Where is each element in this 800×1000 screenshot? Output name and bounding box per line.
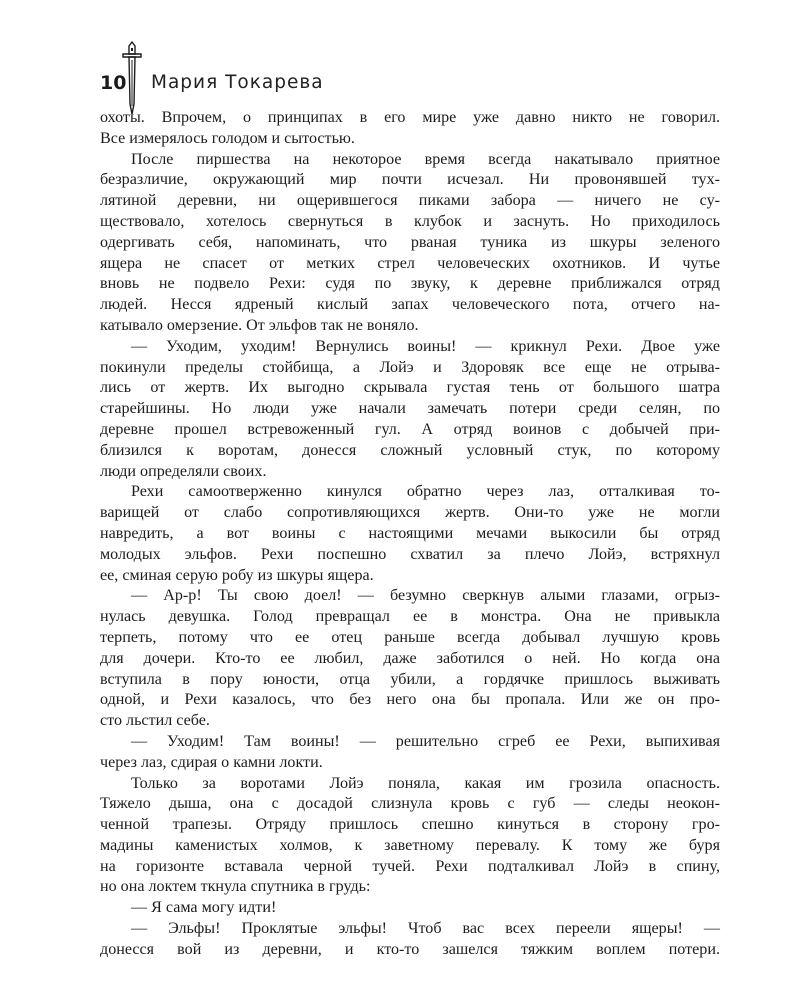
text-line: Тяжело дыша, она с досадой слизнула кровь с губ — следы неокон- <box>100 795 720 813</box>
text-line: одергивать себя, напоминать, что рваная туника из шкуры зеленого <box>100 233 720 251</box>
text-line: близился к воротам, донесся сложный условный стук, по которому <box>100 441 720 459</box>
text-line: охоты. Впрочем, о принципах в его мире уже давно никто не говорил. <box>100 109 720 126</box>
text-line: мадины каменистых холмов, к заветному перевалу. К тому же буря <box>100 836 720 854</box>
text-line: покинули пределы стойбища, а Лойэ и Здоровяк все еще не отрыва- <box>100 358 720 376</box>
text-line: катывало омерзение. От эльфов так не воняло. <box>100 316 419 334</box>
text-line: одной, и Рехи казалось, что без него она бы пропала. Или же он про- <box>100 691 720 709</box>
text-line: ществовало, хотелось свернуться в клубок и заснуть. Но приходилось <box>100 212 720 230</box>
text-line: ее, сминая серую робу из шкуры ящера. <box>100 566 374 584</box>
text-line: безразличие, окружающий мир почти исчезал. Ни провонявшей тух- <box>100 171 720 189</box>
text-line: нулась девушка. Голод превращал ее в монстра. Она не привыкла <box>100 608 720 626</box>
page-header <box>100 40 720 110</box>
text-line: люди определяли своих. <box>100 462 267 480</box>
text-line: — Уходим, уходим! Вернулись воины! — крикнул Рехи. Двое уже <box>131 337 720 355</box>
text-line: ящера не спасет от метких стрел человеческих охотников. И чутье <box>100 254 720 272</box>
text-line: для дочери. Кто-то ее любил, даже заботился о ней. Но когда она <box>100 649 720 667</box>
body-text <box>100 108 720 961</box>
text-line: лятиной деревни, ни ощерившегося пиками забора — ничего не су- <box>100 192 720 210</box>
text-line: через лаз, сдирая о камни локти. <box>100 753 323 771</box>
dagger-icon <box>120 40 144 116</box>
text-line: сто льстил себе. <box>100 712 210 730</box>
text-line: на горизонте вставала черной тучей. Рехи подталкивал Лойэ в спину, <box>100 857 720 875</box>
page-number: 10 <box>100 72 127 94</box>
text-line: людей. Несся ядреный кислый запах человеческого пота, отчего на- <box>100 296 720 314</box>
text-line: донесся вой из деревни, и кто-то зашелся тяжким воплем потери. <box>100 940 720 958</box>
text-line: молодых эльфов. Рехи поспешно схватил за плечо Лойэ, встряхнул <box>100 545 720 563</box>
text-line: — Уходим! Там воины! — решительно сгреб ее Рехи, выпихивая <box>131 732 720 750</box>
text-line: лись от жертв. Их выгодно скрывала густая тень от большого шатра <box>100 379 720 397</box>
text-line: ченной трапезы. Отряду пришлось спешно кинуться в сторону гро- <box>100 816 720 834</box>
text-line: вступила в пору юности, отца убили, а гордячке пришлось выживать <box>100 670 720 688</box>
text-line: вновь не подвело Рехи: судя по звуку, к деревне приближался отряд <box>100 275 720 293</box>
text-line: но она локтем ткнула спутника в грудь: <box>100 878 371 896</box>
text-line: — Я сама могу идти! <box>131 899 277 917</box>
text-line: Все измерялось голодом и сытостью. <box>100 129 355 147</box>
text-line: терпеть, потому что ее отец раньше всегда добывал лучшую кровь <box>100 628 720 646</box>
text-line: — Эльфы! Проклятые эльфы! Чтоб вас всех переели ящеры! — <box>131 920 720 938</box>
text-line: Рехи самоотверженно кинулся обратно через лаз, отталкивая то- <box>131 483 720 501</box>
text-line: Только за воротами Лойэ поняла, какая им грозила опасность. <box>131 774 720 792</box>
text-line: старейшины. Но люди уже начали замечать потери среди селян, по <box>100 400 720 418</box>
text-line: деревне прошел встревоженный гул. А отряд воинов с добычей при- <box>100 420 720 438</box>
text-line: навредить, а вот воины с настоящими мечами выкосили бы отряд <box>100 524 720 542</box>
text-line: — Ар-р! Ты свою доел! — безумно сверкнув алыми глазами, огрыз- <box>131 587 720 605</box>
text-line: После пиршества на некоторое время всегда накатывало приятное <box>131 150 720 168</box>
author-name: Мария Токарева <box>151 72 324 93</box>
text-line: варищей от слабо сопротивляющихся жертв. Они-то уже не могли <box>100 504 720 522</box>
